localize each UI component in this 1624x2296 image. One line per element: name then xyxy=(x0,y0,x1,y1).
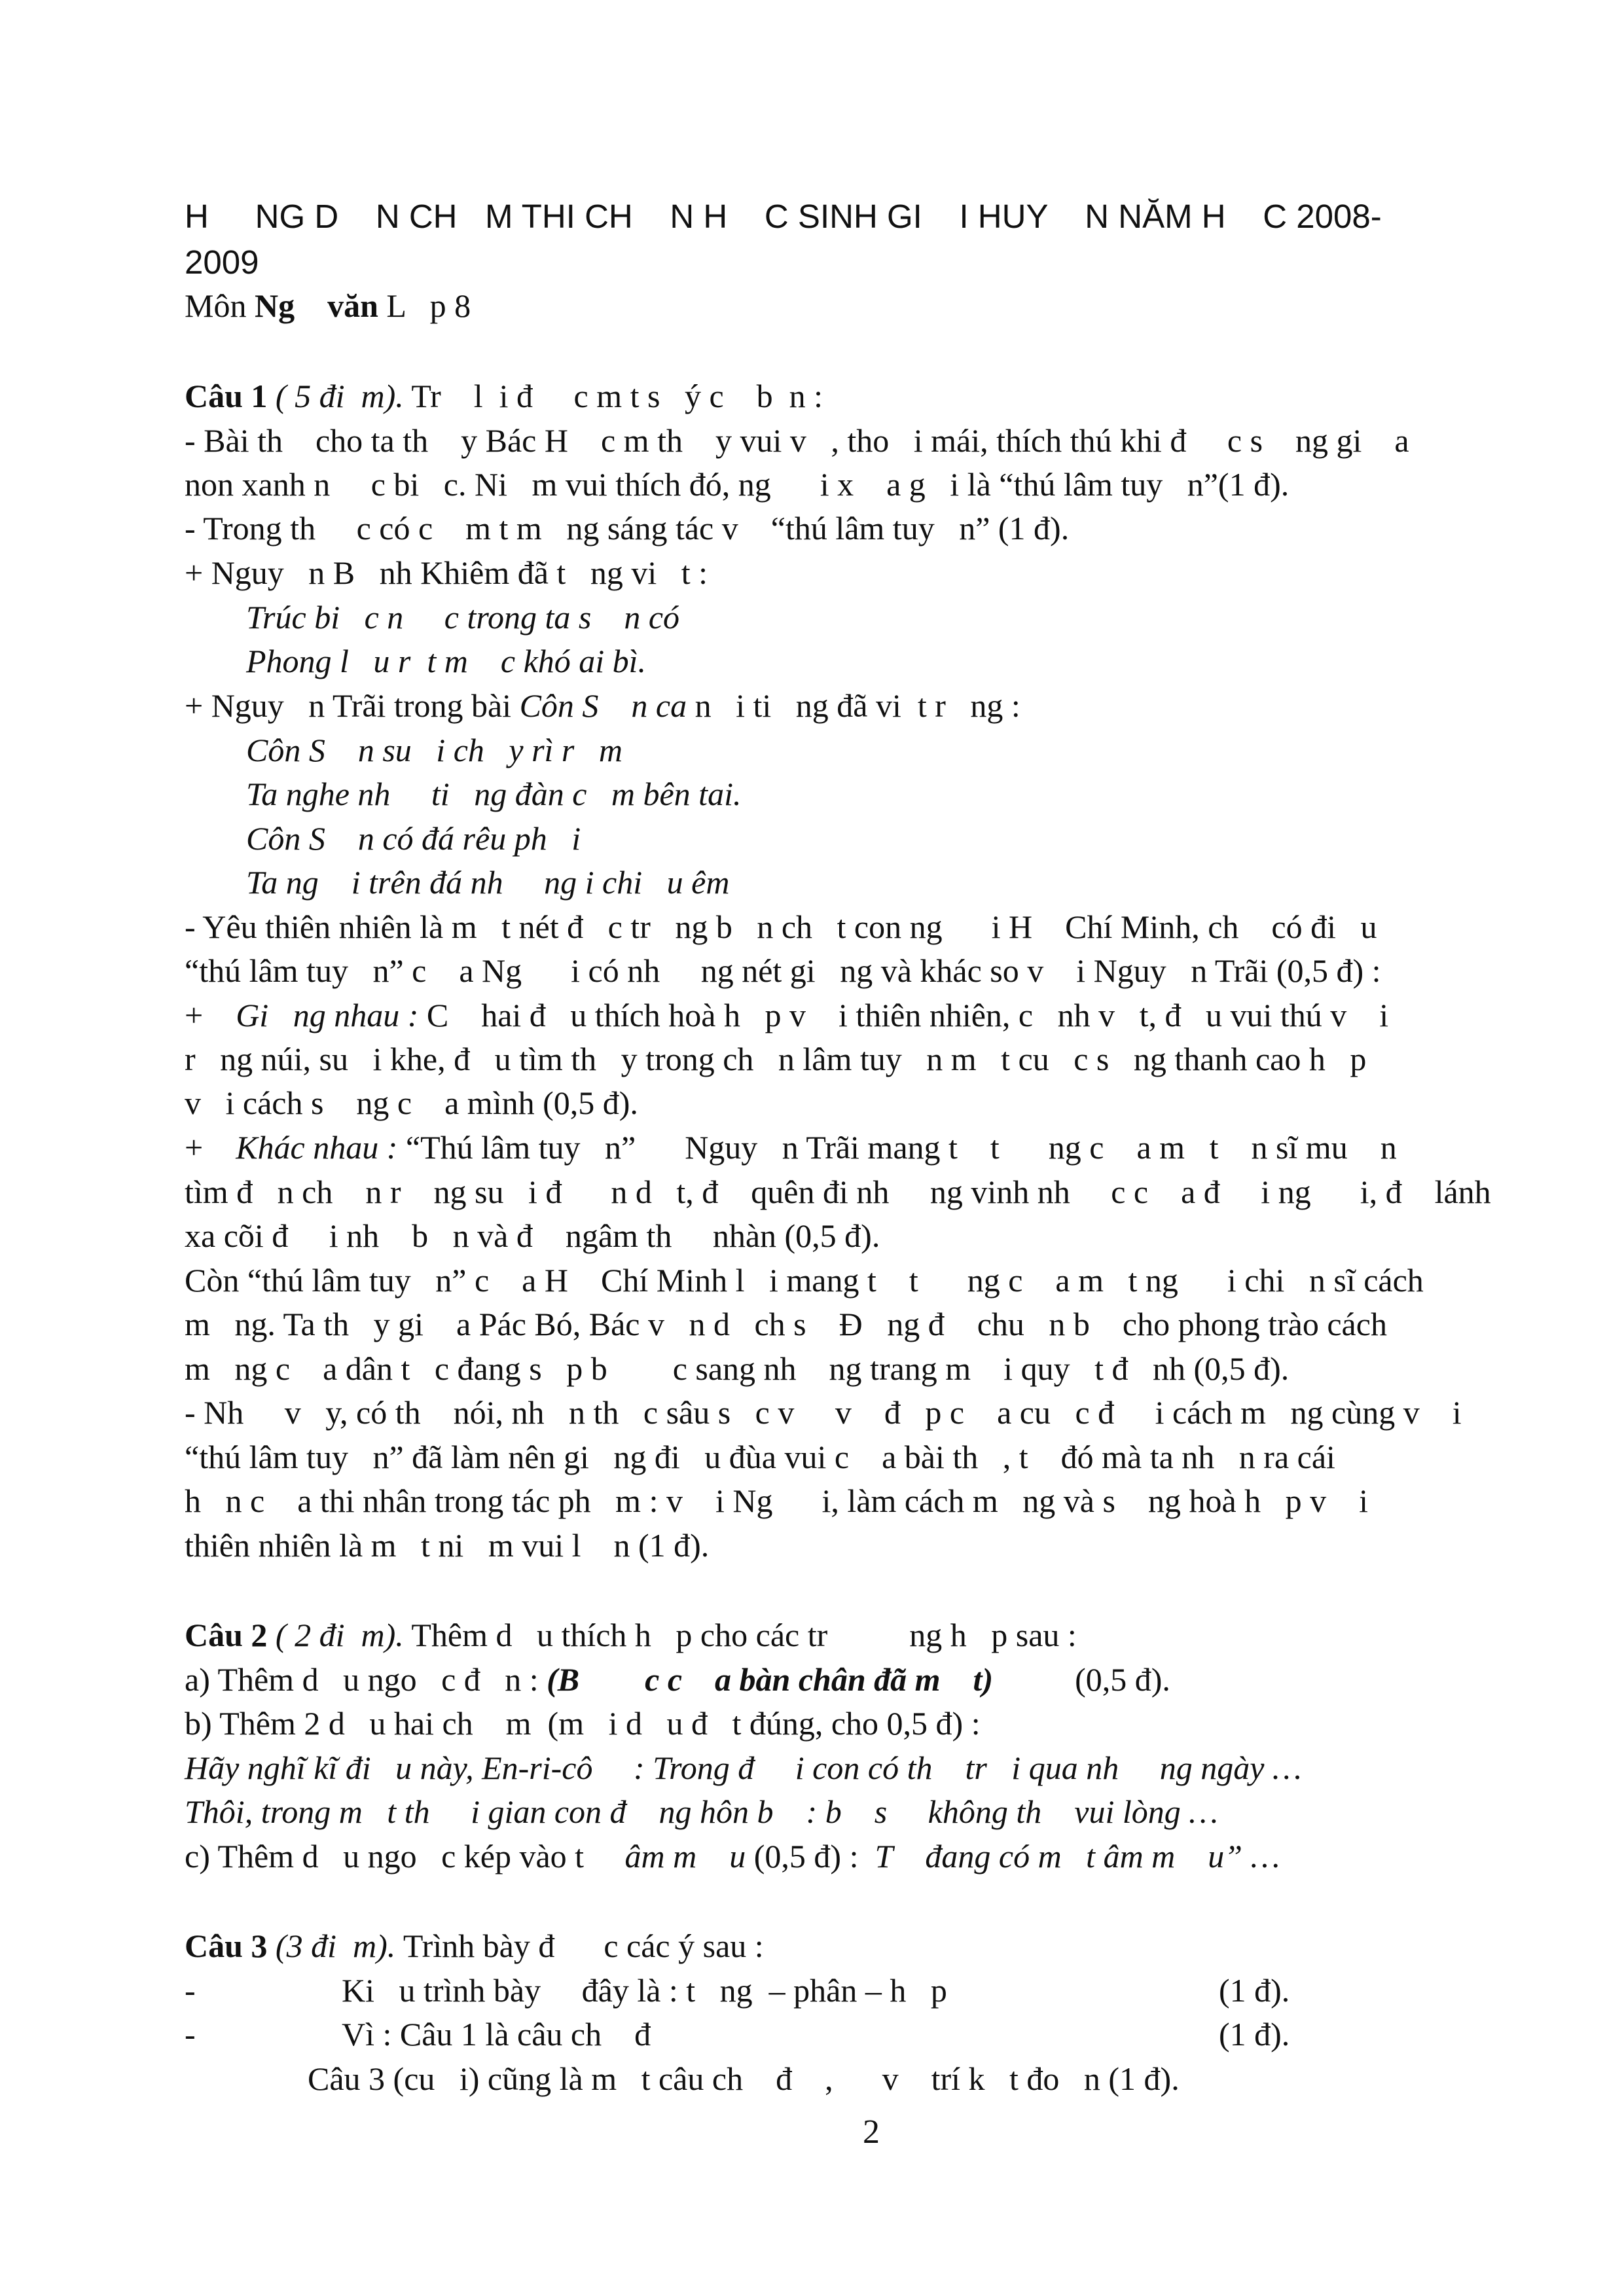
q1-paragraph-line: m ng. Ta th y gi a Pác Bó, Bác v n d ch s Đ ng đ chu n b cho phong trào cách xyxy=(185,1306,1387,1342)
q1-paragraph-line: + Nguy n Trãi trong bài Côn S n ca n i ti ng đã vi t r ng : xyxy=(185,687,1020,724)
document-heading: H NG D N CH M THI CH N H C SINH GI I HUY N NĂM H C 2008- xyxy=(185,198,1382,235)
poem-line: Côn S n su i ch y rì r m xyxy=(246,732,623,768)
q3-item: Vì : Câu 1 là câu ch đ xyxy=(342,2016,651,2053)
q1-paragraph-line: - Bài th cho ta th y Bác H c m th y vui v , tho i mái, thích thú khi đ c s ng gi a xyxy=(185,422,1409,459)
q1-paragraph-line: + Khác nhau : “Thú lâm tuy n” Nguy n Trãi mang t t ng c a m t n sĩ mu n xyxy=(185,1129,1397,1166)
q3-score: (1 đ). xyxy=(1219,2016,1290,2053)
q2-item-b: b) Thêm 2 d u hai ch m (m i d u đ t đúng, cho 0,5 đ) : xyxy=(185,1705,981,1742)
q2-item-a: a) Thêm d u ngo c đ n : (B c c a bàn chân đã m t) (0,5 đ). xyxy=(185,1661,1170,1698)
question-2-heading: Câu 2 ( 2 đi m). Thêm d u thích h p cho các tr ng h p sau : xyxy=(185,1617,1077,1653)
q2-example: Thôi, trong m t th i gian con đ ng hôn b : b s không th vui lòng … xyxy=(185,1793,1218,1830)
q1-paragraph-line: v i cách s ng c a mình (0,5 đ). xyxy=(185,1085,638,1121)
q1-paragraph-line: - Trong th c có c m t m ng sáng tác v “thú lâm tuy n” (1 đ). xyxy=(185,510,1070,547)
q1-paragraph-line: + Nguy n B nh Khiêm đã t ng vi t : xyxy=(185,554,708,591)
poem-line: Côn S n có đá rêu ph i xyxy=(246,820,581,857)
question-3-heading: Câu 3 (3 đi m). Trình bày đ c các ý sau : xyxy=(185,1928,764,1964)
q3-dash: - xyxy=(185,2016,196,2053)
q1-paragraph-line: - Nh v y, có th nói, nh n th c sâu s c v v đ p c a cu c đ i cách m ng cùng v i xyxy=(185,1394,1462,1431)
q1-paragraph-line: “thú lâm tuy n” c a Ng i có nh ng nét gi ng và khác so v i Nguy n Trãi (0,5 đ) : xyxy=(185,952,1381,989)
poem-line: Ta nghe nh ti ng đàn c m bên tai. xyxy=(246,776,742,812)
q3-item: Ki u trình bày đây là : t ng – phân – h p xyxy=(342,1972,947,2009)
page-number: 2 xyxy=(863,2113,880,2151)
question-1-heading: Câu 1 ( 5 đi m). Tr l i đ c m t s ý c b n : xyxy=(185,378,823,414)
q3-item: Câu 3 (cu i) cũng là m t câu ch đ , v trí k t đo n (1 đ). xyxy=(308,2060,1180,2097)
poem-line: Ta ng i trên đá nh ng i chi u êm xyxy=(246,864,730,901)
q3-score: (1 đ). xyxy=(1219,1972,1290,2009)
q1-paragraph-line: thiên nhiên là m t ni m vui l n (1 đ). xyxy=(185,1527,710,1564)
q1-paragraph-line: xa cõi đ i nh b n và đ ngâm th nhàn (0,5 đ). xyxy=(185,1217,880,1254)
q1-paragraph-line: + Gi ng nhau : C hai đ u thích hoà h p v i thiên nhiên, c nh v t, đ u vui thú v i xyxy=(185,997,1389,1033)
q1-paragraph-line: Còn “thú lâm tuy n” c a H Chí Minh l i mang t t ng c a m t ng i chi n sĩ cách xyxy=(185,1262,1424,1299)
subject-line: Môn Ng văn L p 8 xyxy=(185,287,471,324)
q2-item-c: c) Thêm d u ngo c kép vào t âm m u (0,5 đ) : T đang có m t âm m u” … xyxy=(185,1838,1280,1874)
q1-paragraph-line: - Yêu thiên nhiên là m t nét đ c tr ng b n ch t con ng i H Chí Minh, ch có đi u xyxy=(185,908,1377,945)
poem-line: Phong l u r t m c khó ai bì. xyxy=(246,643,647,679)
q2-example: Hãy nghĩ kĩ đi u này, En-ri-cô : Trong đ i con có th tr i qua nh ng ngày … xyxy=(185,1749,1302,1786)
q1-paragraph-line: non xanh n c bi c. Ni m vui thích đó, ng i x a g i là “thú lâm tuy n”(1 đ). xyxy=(185,466,1290,503)
q1-paragraph-line: m ng c a dân t c đang s p b c sang nh ng trang m i quy t đ nh (0,5 đ). xyxy=(185,1350,1290,1387)
q1-paragraph-line: h n c a thi nhân trong tác ph m : v i Ng i, làm cách m ng và s ng hoà h p v i xyxy=(185,1482,1369,1519)
q1-paragraph-line: tìm đ n ch n r ng su i đ n d t, đ quên đi nh ng vinh nh c c a đ i ng i, đ lánh xyxy=(185,1174,1491,1210)
document-heading-year: 2009 xyxy=(185,243,259,281)
q3-dash: - xyxy=(185,1972,196,2009)
q1-paragraph-line: r ng núi, su i khe, đ u tìm th y trong ch n lâm tuy n m t cu c s ng thanh cao h p xyxy=(185,1041,1367,1077)
q1-paragraph-line: “thú lâm tuy n” đã làm nên gi ng đi u đùa vui c a bài th , t đó mà ta nh n ra cái xyxy=(185,1439,1335,1475)
poem-line: Trúc bi c n c trong ta s n có xyxy=(246,599,680,636)
